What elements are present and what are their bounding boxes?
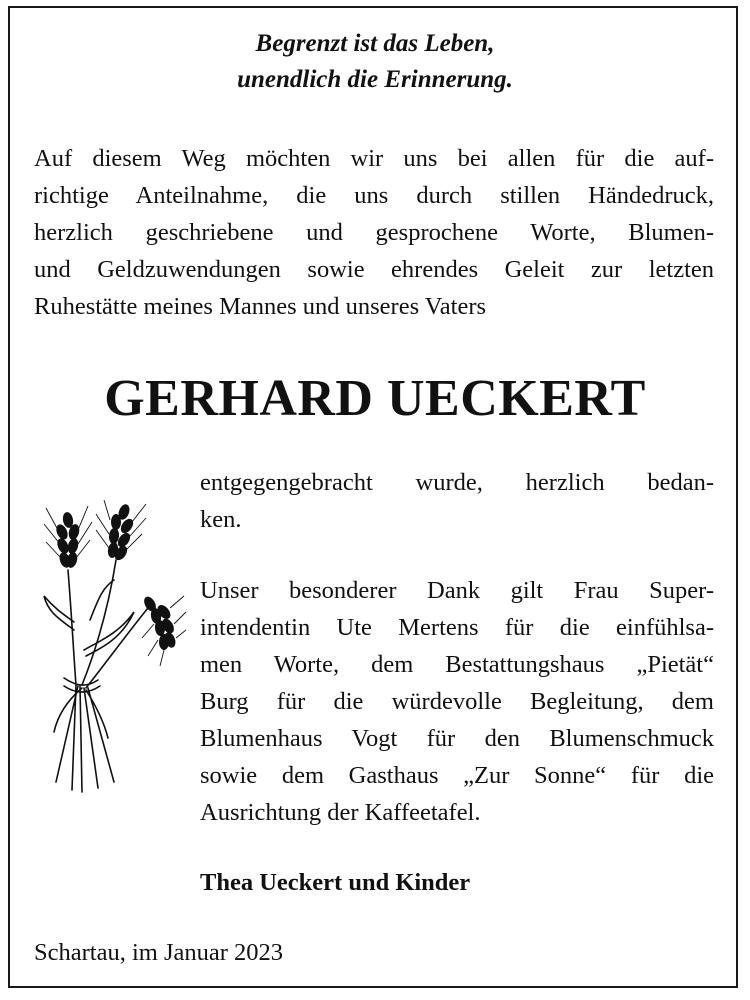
paragraph-line: Burg für die würdevolle Begleitung, dem xyxy=(200,688,714,715)
paragraph-line: sowie dem Gasthaus „Zur Sonne“ für die xyxy=(200,762,714,789)
intro-line: und Geldzuwendungen sowie ehrendes Geleit zur letzten xyxy=(34,256,714,283)
intro-paragraph xyxy=(34,140,714,325)
motto-line-1: Begrenzt ist das Leben, xyxy=(255,30,495,57)
place-date: Schartau, im Januar 2023 xyxy=(34,939,284,966)
paragraph-line: ken. xyxy=(200,506,242,533)
signature: Thea Ueckert und Kinder xyxy=(200,869,471,896)
intro-line: richtige Anteilnahme, die uns durch stillen Händedruck, xyxy=(34,182,714,209)
deceased-name: GERHARD UECKERT xyxy=(104,370,646,427)
intro-line: Auf diesem Weg möchten wir uns bei allen für die auf- xyxy=(34,145,714,172)
paragraph-line: Unser besonderer Dank gilt Frau Super- xyxy=(200,577,714,604)
paragraph-line: Blumenhaus Vogt für den Blumenschmuck xyxy=(200,725,714,752)
intro-line: herzlich geschriebene und gesprochene Worte, Blumen- xyxy=(34,219,714,246)
paragraph-line: intendentin Ute Mertens für die einfühlsa- xyxy=(200,614,714,641)
paragraph-line: men Worte, dem Bestattungshaus „Pietät“ xyxy=(200,651,714,678)
thanks-paragraph-continued xyxy=(200,464,714,538)
special-thanks-paragraph xyxy=(200,572,714,831)
wheat-bundle-icon xyxy=(38,500,188,800)
paragraph-line: Ausrichtung der Kaffeetafel. xyxy=(200,799,481,826)
paragraph-line: entgegengebracht wurde, herzlich bedan- xyxy=(200,469,714,496)
motto-line-2: unendlich die Erinnerung. xyxy=(237,66,513,93)
intro-line: Ruhestätte meines Mannes und unseres Vaters xyxy=(34,293,487,320)
